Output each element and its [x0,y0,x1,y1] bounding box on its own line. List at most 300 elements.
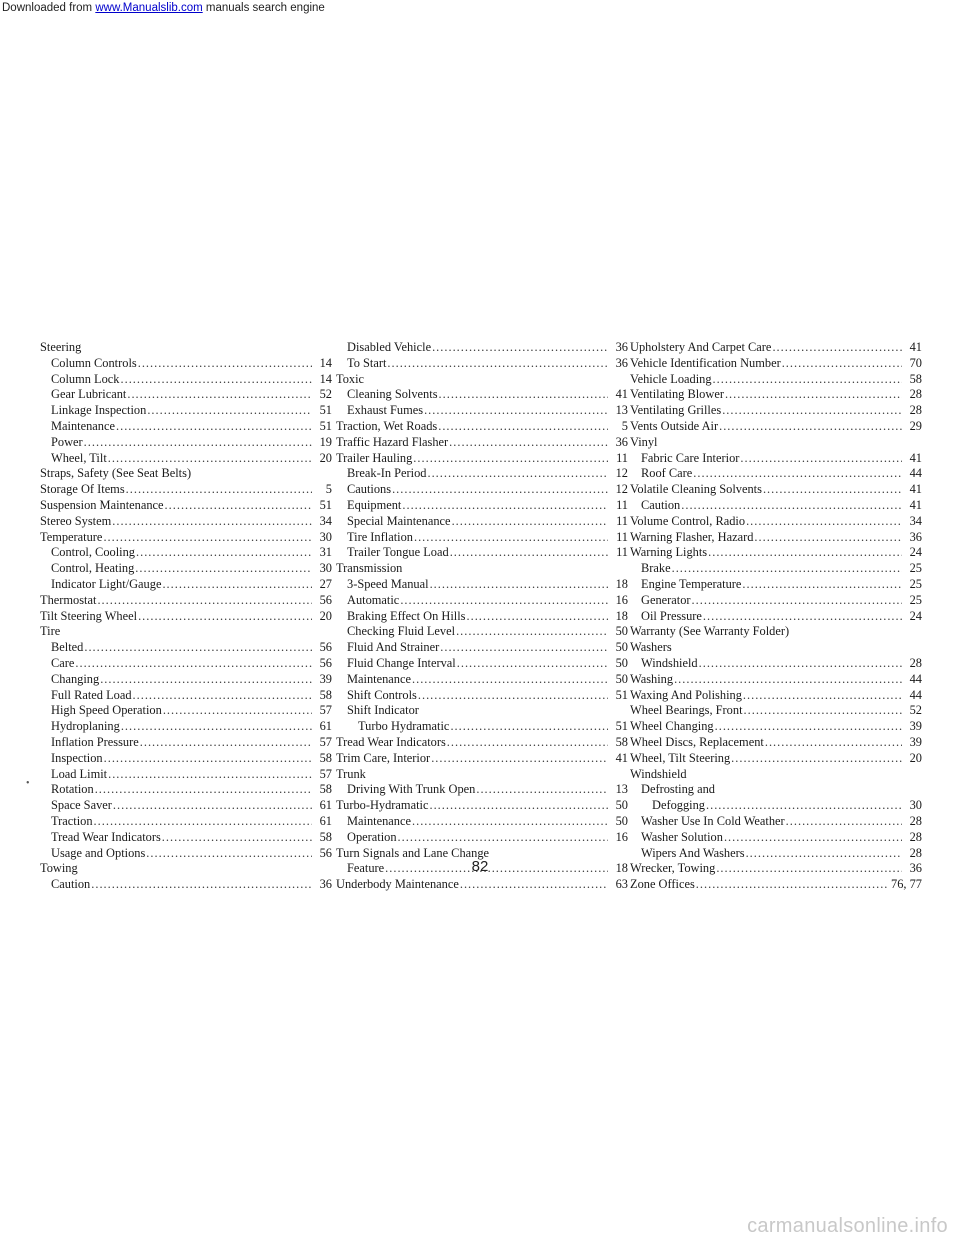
entry-page-number: 44 [909,687,922,702]
dot-leader [476,782,608,798]
entry-label: Wheel Bearings, Front [630,703,743,718]
entry-page-number: 28 [909,403,922,418]
index-entry [336,356,628,372]
dot-leader [400,593,608,609]
dot-leader [392,482,608,498]
entry-page-number: 58 [319,782,332,797]
entry-label: Upholstery And Carpet Care [630,340,772,354]
index-entry [336,609,628,625]
dot-leader [100,672,312,688]
dot-leader [163,703,312,719]
index-entry [40,798,332,814]
entry-page-number: 50 [615,671,628,686]
dot-leader [699,656,902,672]
entry-page-number: 41 [909,340,922,354]
index-entry [336,688,628,704]
entry-label: Special Maintenance [347,513,451,528]
index-entry [336,545,628,561]
entry-label: Turbo-Hydramatic [336,798,429,813]
dot-leader [438,419,608,435]
entry-label: Full Rated Load [51,687,132,702]
entry-label: Thermostat [40,592,97,607]
index-entry [336,830,628,846]
entry-label: Space Saver [51,798,112,813]
entry-label: Rotation [51,782,94,797]
entry-page-number: 50 [615,640,628,655]
entry-page-number: 39 [909,719,922,734]
dot-leader [116,419,312,435]
entry-label: Exhaust Fumes [347,403,424,418]
index-entry [336,435,628,451]
index-entry [40,561,332,577]
entry-page-number: 18 [615,608,628,623]
index-entry [40,814,332,830]
index-column-2 [336,340,628,893]
dot-leader [450,719,608,735]
index-entry [630,387,922,403]
dot-leader [432,340,608,356]
index-entry [630,498,922,514]
entry-page-number: 28 [909,813,922,828]
entry-page-number: 57 [319,703,332,718]
index-entry [40,782,332,798]
dot-leader [692,593,902,609]
entry-label: Warning Lights [630,545,708,560]
index-entry [630,403,922,419]
entry-page-number: 27 [319,576,332,591]
entry-label: Wipers And Washers [641,845,745,860]
entry-page-number: 44 [909,671,922,686]
entry-page-number: 25 [909,576,922,591]
entry-label: Toxic [336,371,365,386]
entry-page-number: 52 [909,703,922,718]
entry-label: Caution [641,497,681,512]
entry-label: Underbody Maintenance [336,877,459,892]
index-entry [40,703,332,719]
entry-page-number: 50 [615,813,628,828]
index-entry [336,798,628,814]
index-entry [630,356,922,372]
entry-page-number: 20 [319,450,332,465]
entry-label: Gear Lubricant [51,387,127,402]
entry-label: Windshield [630,766,687,781]
index-entry [40,530,332,546]
index-entry [336,340,628,356]
entry-page-number: 61 [319,813,332,828]
banner-suffix: manuals search engine [202,2,325,14]
entry-page-number: 39 [319,671,332,686]
entry-page-number: 58 [319,829,332,844]
dot-leader [138,609,312,625]
dot-leader [742,577,902,593]
entry-page-number: 56 [319,640,332,655]
entry-page-number: 58 [319,750,332,765]
dot-leader [724,830,902,846]
entry-page-number: 19 [319,434,332,449]
entry-label: Trim Care, Interior [336,750,431,765]
entry-label: Warning Flasher, Hazard [630,529,754,544]
entry-label: Inflation Pressure [51,734,139,749]
index-entry [630,830,922,846]
entry-page-number: 57 [319,766,332,781]
entry-label: Wheel, Tilt Steering [630,750,731,765]
index-entry [336,419,628,435]
entry-page-number: 14 [319,355,332,370]
index-entry [40,688,332,704]
entry-label: Roof Care [641,466,693,481]
entry-label: Wheel Discs, Replacement [630,734,764,749]
dot-leader [765,735,902,751]
entry-label: Engine Temperature [641,576,742,591]
entry-label: Control, Cooling [51,545,135,560]
index-entry [40,719,332,735]
entry-label: Vehicle Identification Number [630,355,781,370]
entry-label: Towing [40,861,78,876]
index-heading [630,640,922,656]
index-entry [630,545,922,561]
entry-page-number: 51 [615,687,628,702]
index-entry [40,403,332,419]
entry-label: Load Limit [51,766,108,781]
entry-page-number: 16 [615,829,628,844]
entry-label: Storage Of Items [40,482,125,497]
index-entry [336,672,628,688]
entry-page-number: 51 [319,418,332,433]
dot-leader [127,387,312,403]
manualslib-link[interactable]: www.Manualslib.com [95,2,203,14]
entry-label: Traffic Hazard Flasher [336,434,449,449]
dot-leader [91,877,312,893]
index-entry [40,877,332,893]
dot-leader [743,688,902,704]
entry-label: Tire Inflation [347,529,413,544]
entry-page-number: 44 [909,466,922,481]
entry-label: Fabric Care Interior [641,450,740,465]
entry-page-number: 51 [319,403,332,418]
entry-label: Shift Indicator [347,703,419,718]
entry-label: Fluid And Strainer [347,640,440,655]
entry-page-number: 41 [909,497,922,512]
dot-leader [97,593,312,609]
entry-label: Brake [641,561,671,576]
dot-leader [696,877,887,893]
index-entry [40,751,332,767]
dot-leader [147,403,312,419]
index-entry [40,656,332,672]
entry-label: Hydroplaning [51,719,120,734]
entry-label: Power [51,434,83,449]
dot-leader [126,482,312,498]
dot-leader [725,387,902,403]
entry-label: Indicator Light/Gauge [51,576,162,591]
entry-page-number: 5 [325,482,332,497]
dot-leader [165,498,312,514]
index-entry [336,451,628,467]
entry-label: Maintenance [51,418,115,433]
download-banner [2,2,325,14]
dot-leader [715,719,902,735]
entry-page-number: 36 [615,434,628,449]
dot-leader [121,372,313,388]
index-entry [630,530,922,546]
entry-page-number: 18 [615,576,628,591]
entry-label: Zone Offices [630,877,695,892]
entry-label: Straps, Safety (See Seat Belts) [40,466,192,481]
index-entry [630,419,922,435]
entry-label: Tire [40,624,61,639]
entry-page-number: 11 [616,529,628,544]
entry-label: Linkage Inspection [51,403,147,418]
index-entry [630,451,922,467]
entry-page-number: 36 [909,861,922,876]
dot-leader [412,672,608,688]
entry-page-number: 50 [615,798,628,813]
dot-leader [113,798,312,814]
index-entry [630,514,922,530]
dot-leader [763,482,902,498]
index-entry [336,751,628,767]
dot-leader [786,814,902,830]
index-entry [630,877,922,893]
entry-page-number: 20 [319,608,332,623]
dot-leader [430,577,608,593]
entry-page-number: 34 [909,513,922,528]
dot-leader [746,514,902,530]
dot-leader [452,514,608,530]
dot-leader [456,624,608,640]
index-entry [40,609,332,625]
index-entry [336,577,628,593]
entry-page-number: 31 [319,545,332,560]
entry-page-number: 41 [909,482,922,497]
dot-leader [84,640,312,656]
index-heading [40,340,332,356]
index-entry [630,688,922,704]
entry-page-number: 58 [615,734,628,749]
index-entry [630,735,922,751]
index-entry [40,767,332,783]
page-number: 82 [471,858,489,875]
entry-label: Operation [347,829,397,844]
dot-leader [708,545,902,561]
entry-label: Traction, Wet Roads [336,418,438,433]
entry-page-number: 13 [615,403,628,418]
dot-leader [95,782,312,798]
index-entry [40,498,332,514]
entry-label: Driving With Trunk Open [347,782,476,797]
entry-label: Oil Pressure [641,608,702,623]
entry-label: Turn Signals and Lane Change [336,845,490,860]
index-entry [40,672,332,688]
index-heading [40,466,332,482]
index-entry [40,419,332,435]
entry-label: Defrosting and [641,782,715,797]
index-entry [336,624,628,640]
dot-leader [424,403,608,419]
dot-leader [460,877,608,893]
entry-label: Maintenance [347,813,411,828]
entry-page-number: 41 [909,450,922,465]
index-entry [40,482,332,498]
entry-label: Automatic [347,592,400,607]
index-entry [40,435,332,451]
entry-page-number: 61 [319,798,332,813]
dot-leader [782,356,902,372]
index-entry [630,466,922,482]
entry-page-number: 24 [909,608,922,623]
index-heading [336,372,628,388]
entry-page-number: 12 [615,466,628,481]
dot-leader [162,577,312,593]
index-entry [336,482,628,498]
index-entry [336,640,628,656]
entry-label: Generator [641,592,691,607]
dot-leader [103,530,312,546]
dot-leader [772,340,902,356]
entry-label: Tread Wear Indicators [336,734,446,749]
index-column-1 [40,340,332,893]
index-entry [336,656,628,672]
index-entry [336,514,628,530]
dot-leader [162,830,312,846]
index-entry [630,814,922,830]
index-entry [40,372,332,388]
index-entry [336,877,628,893]
dot-leader [706,798,902,814]
entry-label: Vinyl [630,434,658,449]
entry-label: Waxing And Polishing [630,687,742,702]
index-heading [336,561,628,577]
index-entry [630,798,922,814]
entry-page-number: 36 [319,877,332,892]
index-heading [630,435,922,451]
dot-leader [112,514,312,530]
entry-page-number: 28 [909,829,922,844]
entry-page-number: 39 [909,734,922,749]
entry-label: Fluid Change Interval [347,655,456,670]
entry-label: Washers [630,640,672,655]
dot-leader [108,767,312,783]
entry-label: Maintenance [347,671,411,686]
entry-label: Steering [40,340,82,354]
index-entry [40,640,332,656]
index-entry [630,609,922,625]
dot-leader [427,466,608,482]
dot-leader [467,609,609,625]
entry-label: Volatile Cleaning Solvents [630,482,762,497]
index-entry [40,830,332,846]
entry-label: Care [51,655,75,670]
dot-leader [703,609,902,625]
entry-label: Suspension Maintenance [40,497,164,512]
entry-label: Volume Control, Radio [630,513,746,528]
index-entry [630,340,922,356]
dot-leader [133,688,312,704]
entry-label: Ventilating Blower [630,387,724,402]
entry-page-number: 51 [615,719,628,734]
dot-leader [94,814,312,830]
dot-leader [719,419,902,435]
entry-label: Trailer Hauling [336,450,413,465]
entry-label: Cleaning Solvents [347,387,438,402]
entry-label: High Speed Operation [51,703,162,718]
entry-page-number: 20 [909,750,922,765]
entry-page-number: 28 [909,387,922,402]
dot-leader [418,688,608,704]
index-heading [630,767,922,783]
entry-label: Column Controls [51,355,137,370]
entry-page-number: 41 [615,387,628,402]
index-entry [336,498,628,514]
index-entry [336,593,628,609]
entry-page-number: 30 [319,561,332,576]
dot-leader [104,751,312,767]
dot-leader [713,372,902,388]
entry-label: Usage and Options [51,845,146,860]
entry-page-number: 57 [319,734,332,749]
entry-page-number: 12 [615,482,628,497]
entry-label: Caution [51,877,91,892]
dot-leader [414,530,608,546]
dot-leader [387,356,608,372]
entry-page-number: 36 [909,529,922,544]
entry-label: 3-Speed Manual [347,576,429,591]
index-entry [336,387,628,403]
entry-page-number: 5 [621,418,628,433]
index-entry [40,356,332,372]
entry-label: Break-In Period [347,466,427,481]
entry-label: Control, Heating [51,561,135,576]
entry-page-number: 25 [909,592,922,607]
entry-label: Transmission [336,561,403,576]
entry-page-number: 58 [319,687,332,702]
entry-label: Braking Effect On Hills [347,608,466,623]
index-entry [630,703,922,719]
entry-page-number: 28 [909,845,922,860]
entry-page-number: 50 [615,655,628,670]
index-entry [336,735,628,751]
index-heading [336,703,628,719]
entry-page-number: 34 [319,513,332,528]
index-heading [336,767,628,783]
dot-leader [450,545,608,561]
entry-page-number: 36 [615,355,628,370]
dot-leader [402,498,608,514]
index-heading [630,782,922,798]
entry-page-number: 11 [616,545,628,560]
entry-label: Column Lock [51,371,120,386]
entry-page-number: 52 [319,387,332,402]
dot-leader [672,561,902,577]
entry-page-number: 76, 77 [891,877,922,892]
dot-leader [136,545,312,561]
entry-label: Equipment [347,497,402,512]
dot-leader [413,451,608,467]
entry-page-number: 50 [615,624,628,639]
entry-label: Belted [51,640,84,655]
entry-page-number: 56 [319,592,332,607]
index-entry [336,403,628,419]
entry-page-number: 61 [319,719,332,734]
index-entry [630,482,922,498]
index-entry [336,719,628,735]
entry-label: Warranty (See Warranty Folder) [630,624,790,639]
entry-page-number: 24 [909,545,922,560]
dot-leader [449,435,608,451]
entry-page-number: 18 [615,861,628,876]
dot-leader [722,403,902,419]
index-entry [630,751,922,767]
